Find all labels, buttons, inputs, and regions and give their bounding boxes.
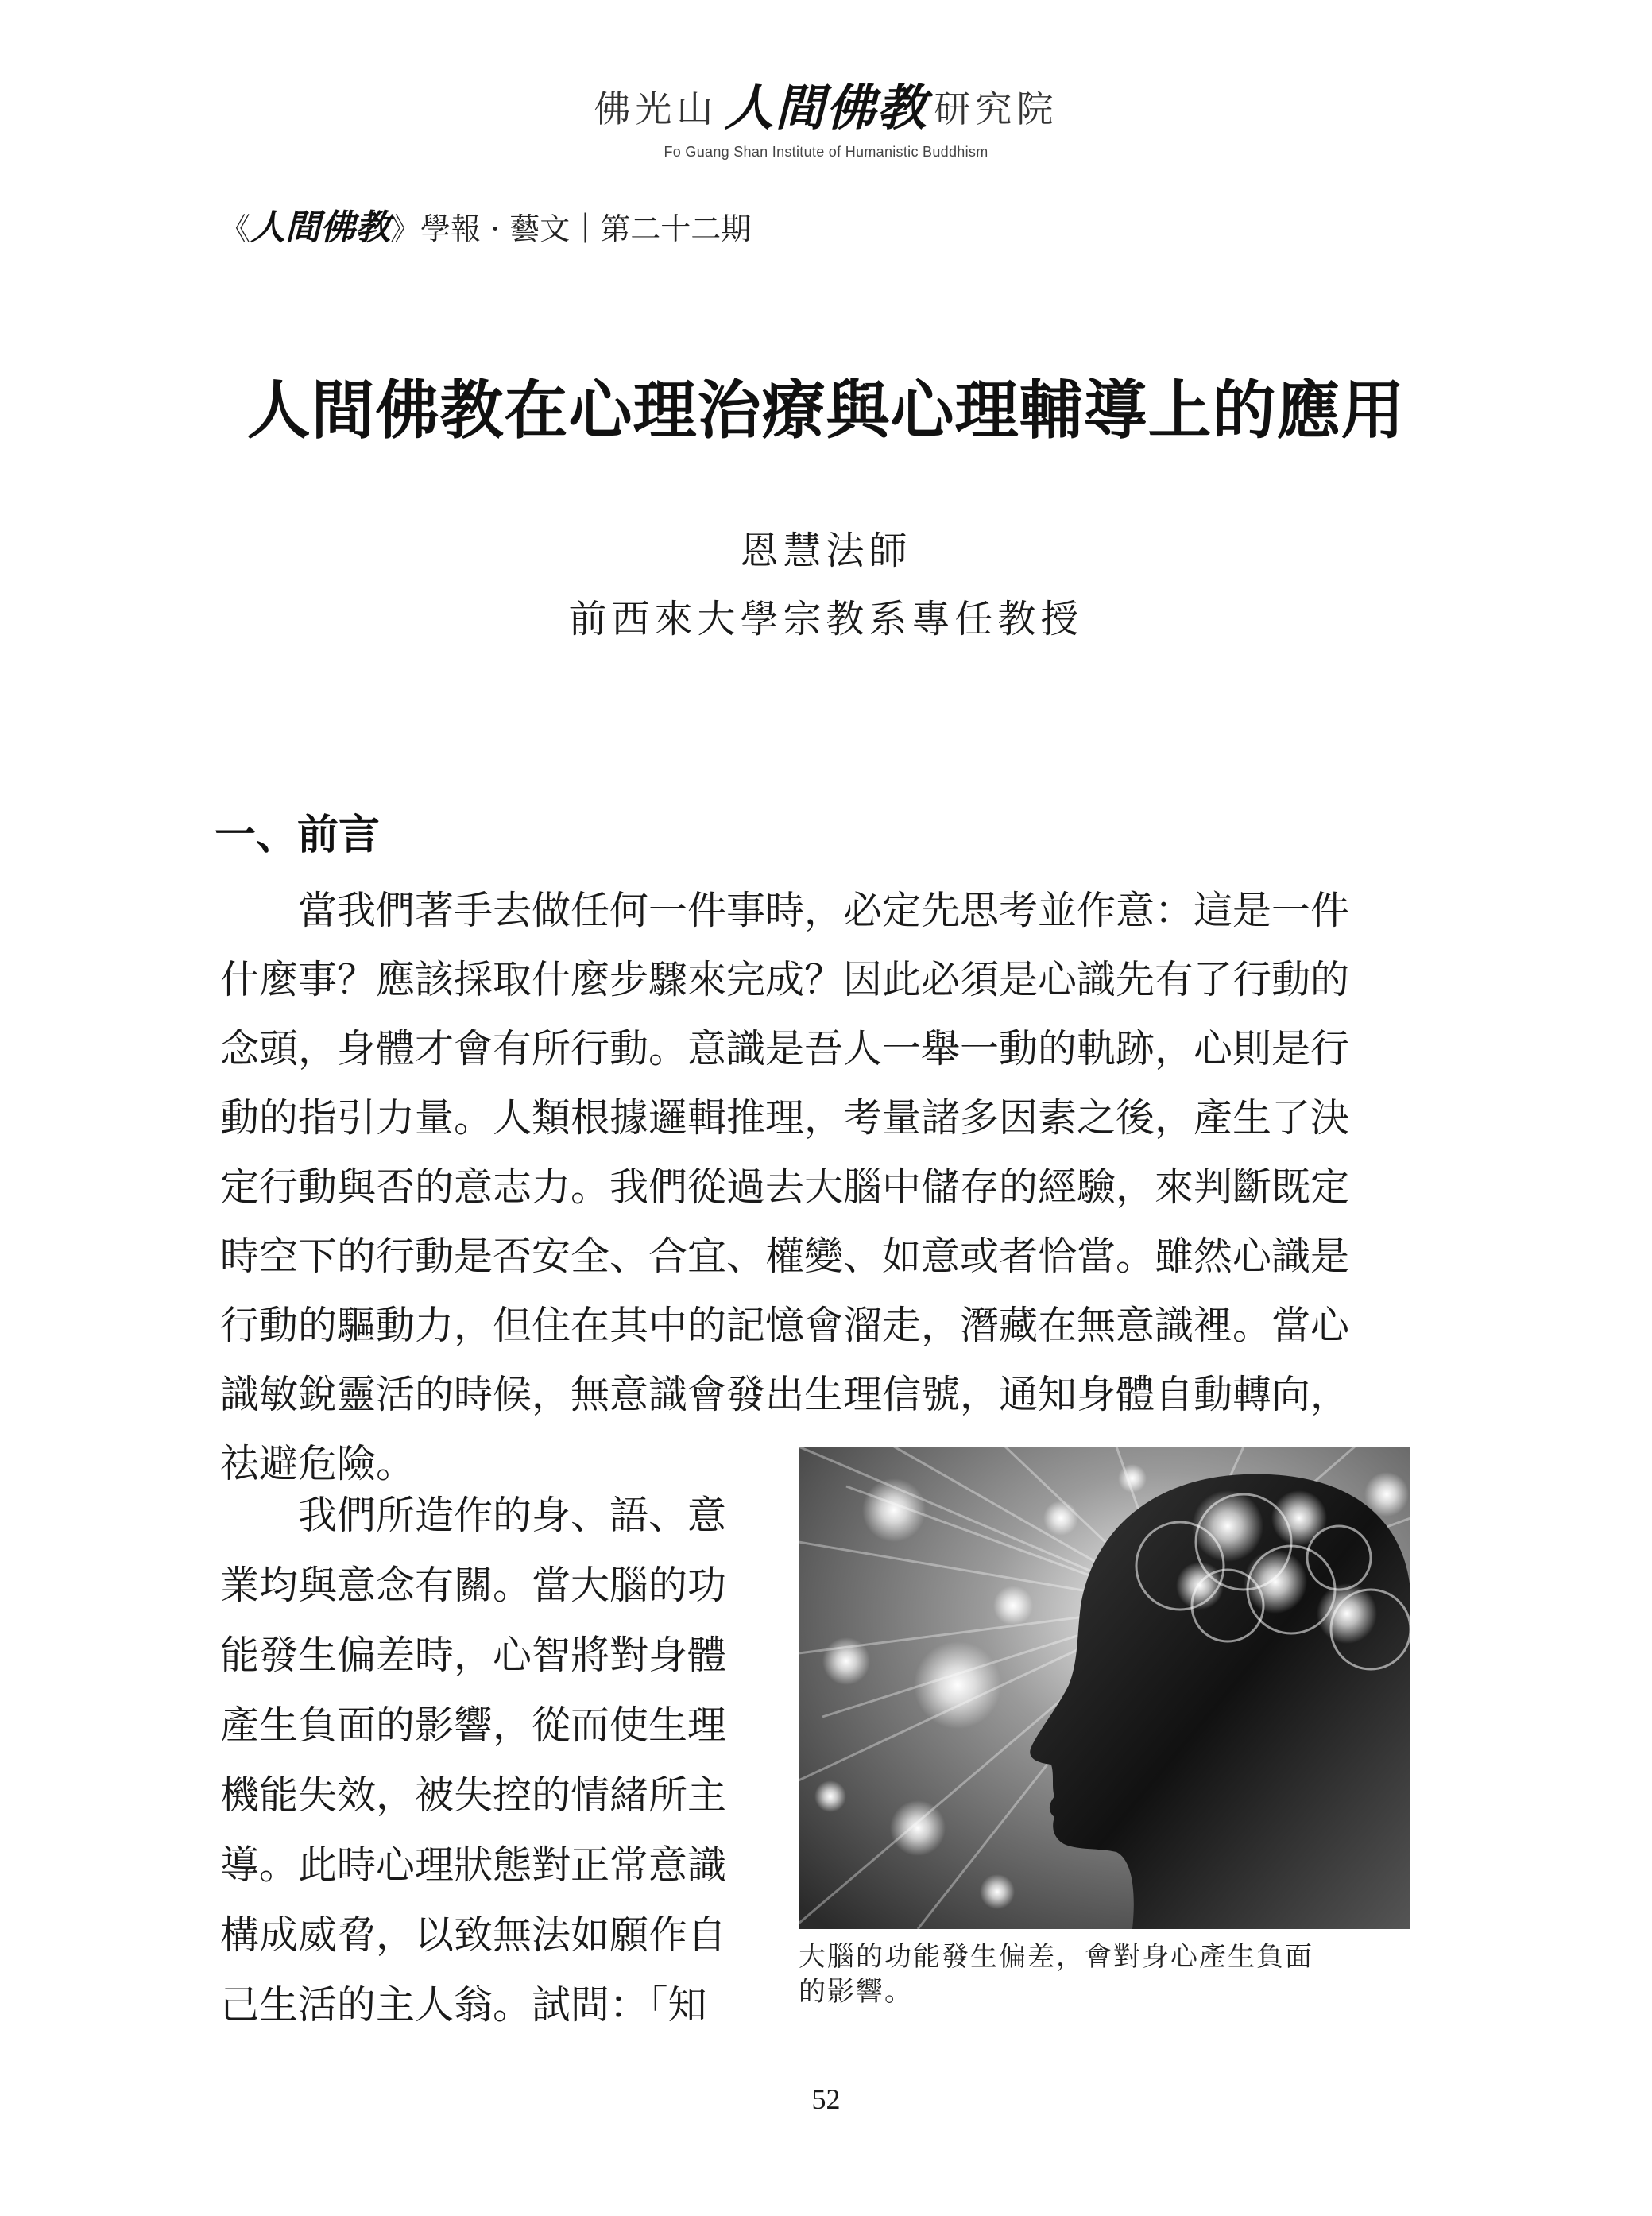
- head-silhouette-image: [799, 1447, 1410, 1929]
- institute-suffix: 研究院: [934, 87, 1058, 130]
- text-line: 動的指引力量。人類根據邏輯推理，考量諸多因素之後，產生了決: [220, 1095, 1350, 1141]
- text-line: 產生負面的影響，從而使生理: [220, 1703, 727, 1748]
- institute-masthead: [0, 68, 1652, 161]
- section-heading: 一、前言: [215, 811, 381, 859]
- running-head-brand: 人間佛教: [250, 207, 391, 248]
- text-line: 己生活的主人翁。試問：「知: [220, 1982, 707, 2028]
- institute-brand: 人間佛教: [724, 79, 928, 137]
- caption-line: 大腦的功能發生偏差，會對身心產生負面: [799, 1941, 1313, 1973]
- article-title: 人間佛教在心理治療與心理輔導上的應用: [246, 373, 1406, 447]
- running-head-journal: 》學報 · 藝文｜第二十二期: [390, 211, 752, 246]
- caption-line: 的影響。: [799, 1976, 913, 2008]
- text-line: 當我們著手去做任何一件事時，必定先思考並作意：這是一件: [220, 888, 1350, 933]
- article-author: 恩慧法師: [740, 529, 912, 573]
- institute-english-name: Fo Guang Shan Institute of Humanistic Buddhism: [664, 144, 988, 160]
- text-line: 構成威脅，以致無法如願作自: [220, 1912, 727, 1958]
- institute-logo: [594, 68, 1058, 139]
- paragraph-second: [220, 1481, 760, 2040]
- text-line: 機能失效，被失控的情緒所主: [220, 1772, 727, 1818]
- text-line: 什麼事？應該採取什麼步驟來完成？因此必須是心識先有了行動的: [220, 957, 1350, 1002]
- text-line: 時空下的行動是否安全、合宜、權變、如意或者恰當。雖然心識是: [220, 1234, 1350, 1279]
- institute-prefix: 佛光山: [594, 87, 718, 130]
- running-head-open: 《: [220, 211, 251, 246]
- author-affiliation: 前西來大學宗教系專任教授: [568, 597, 1084, 641]
- text-line: 我們所造作的身、語、意: [220, 1493, 727, 1538]
- text-line: 念頭，身體才會有所行動。意識是吾人一舉一動的軌跡，心則是行: [220, 1026, 1350, 1071]
- text-line: 導。此時心理狀態對正常意識: [220, 1842, 727, 1888]
- text-line: 識敏銳靈活的時候，無意識會發出生理信號，通知身體自動轉向，: [220, 1372, 1350, 1417]
- text-line: 能發生偏差時，心智將對身體: [220, 1633, 727, 1678]
- figure-caption: [799, 1939, 1410, 2009]
- text-line: 定行動與否的意志力。我們從過去大腦中儲存的經驗，來判斷既定: [220, 1164, 1350, 1210]
- text-line: 業均與意念有關。當大腦的功: [220, 1563, 727, 1608]
- brain-illustration: [799, 1447, 1410, 1929]
- text-line: 祛避危險。: [220, 1441, 416, 1486]
- text-line: 行動的驅動力，但住在其中的記憶會溜走，潛藏在無意識裡。當心: [220, 1303, 1350, 1348]
- page-number: 52: [811, 2083, 841, 2115]
- running-head: [220, 199, 751, 250]
- paragraph-intro: [220, 876, 1412, 1498]
